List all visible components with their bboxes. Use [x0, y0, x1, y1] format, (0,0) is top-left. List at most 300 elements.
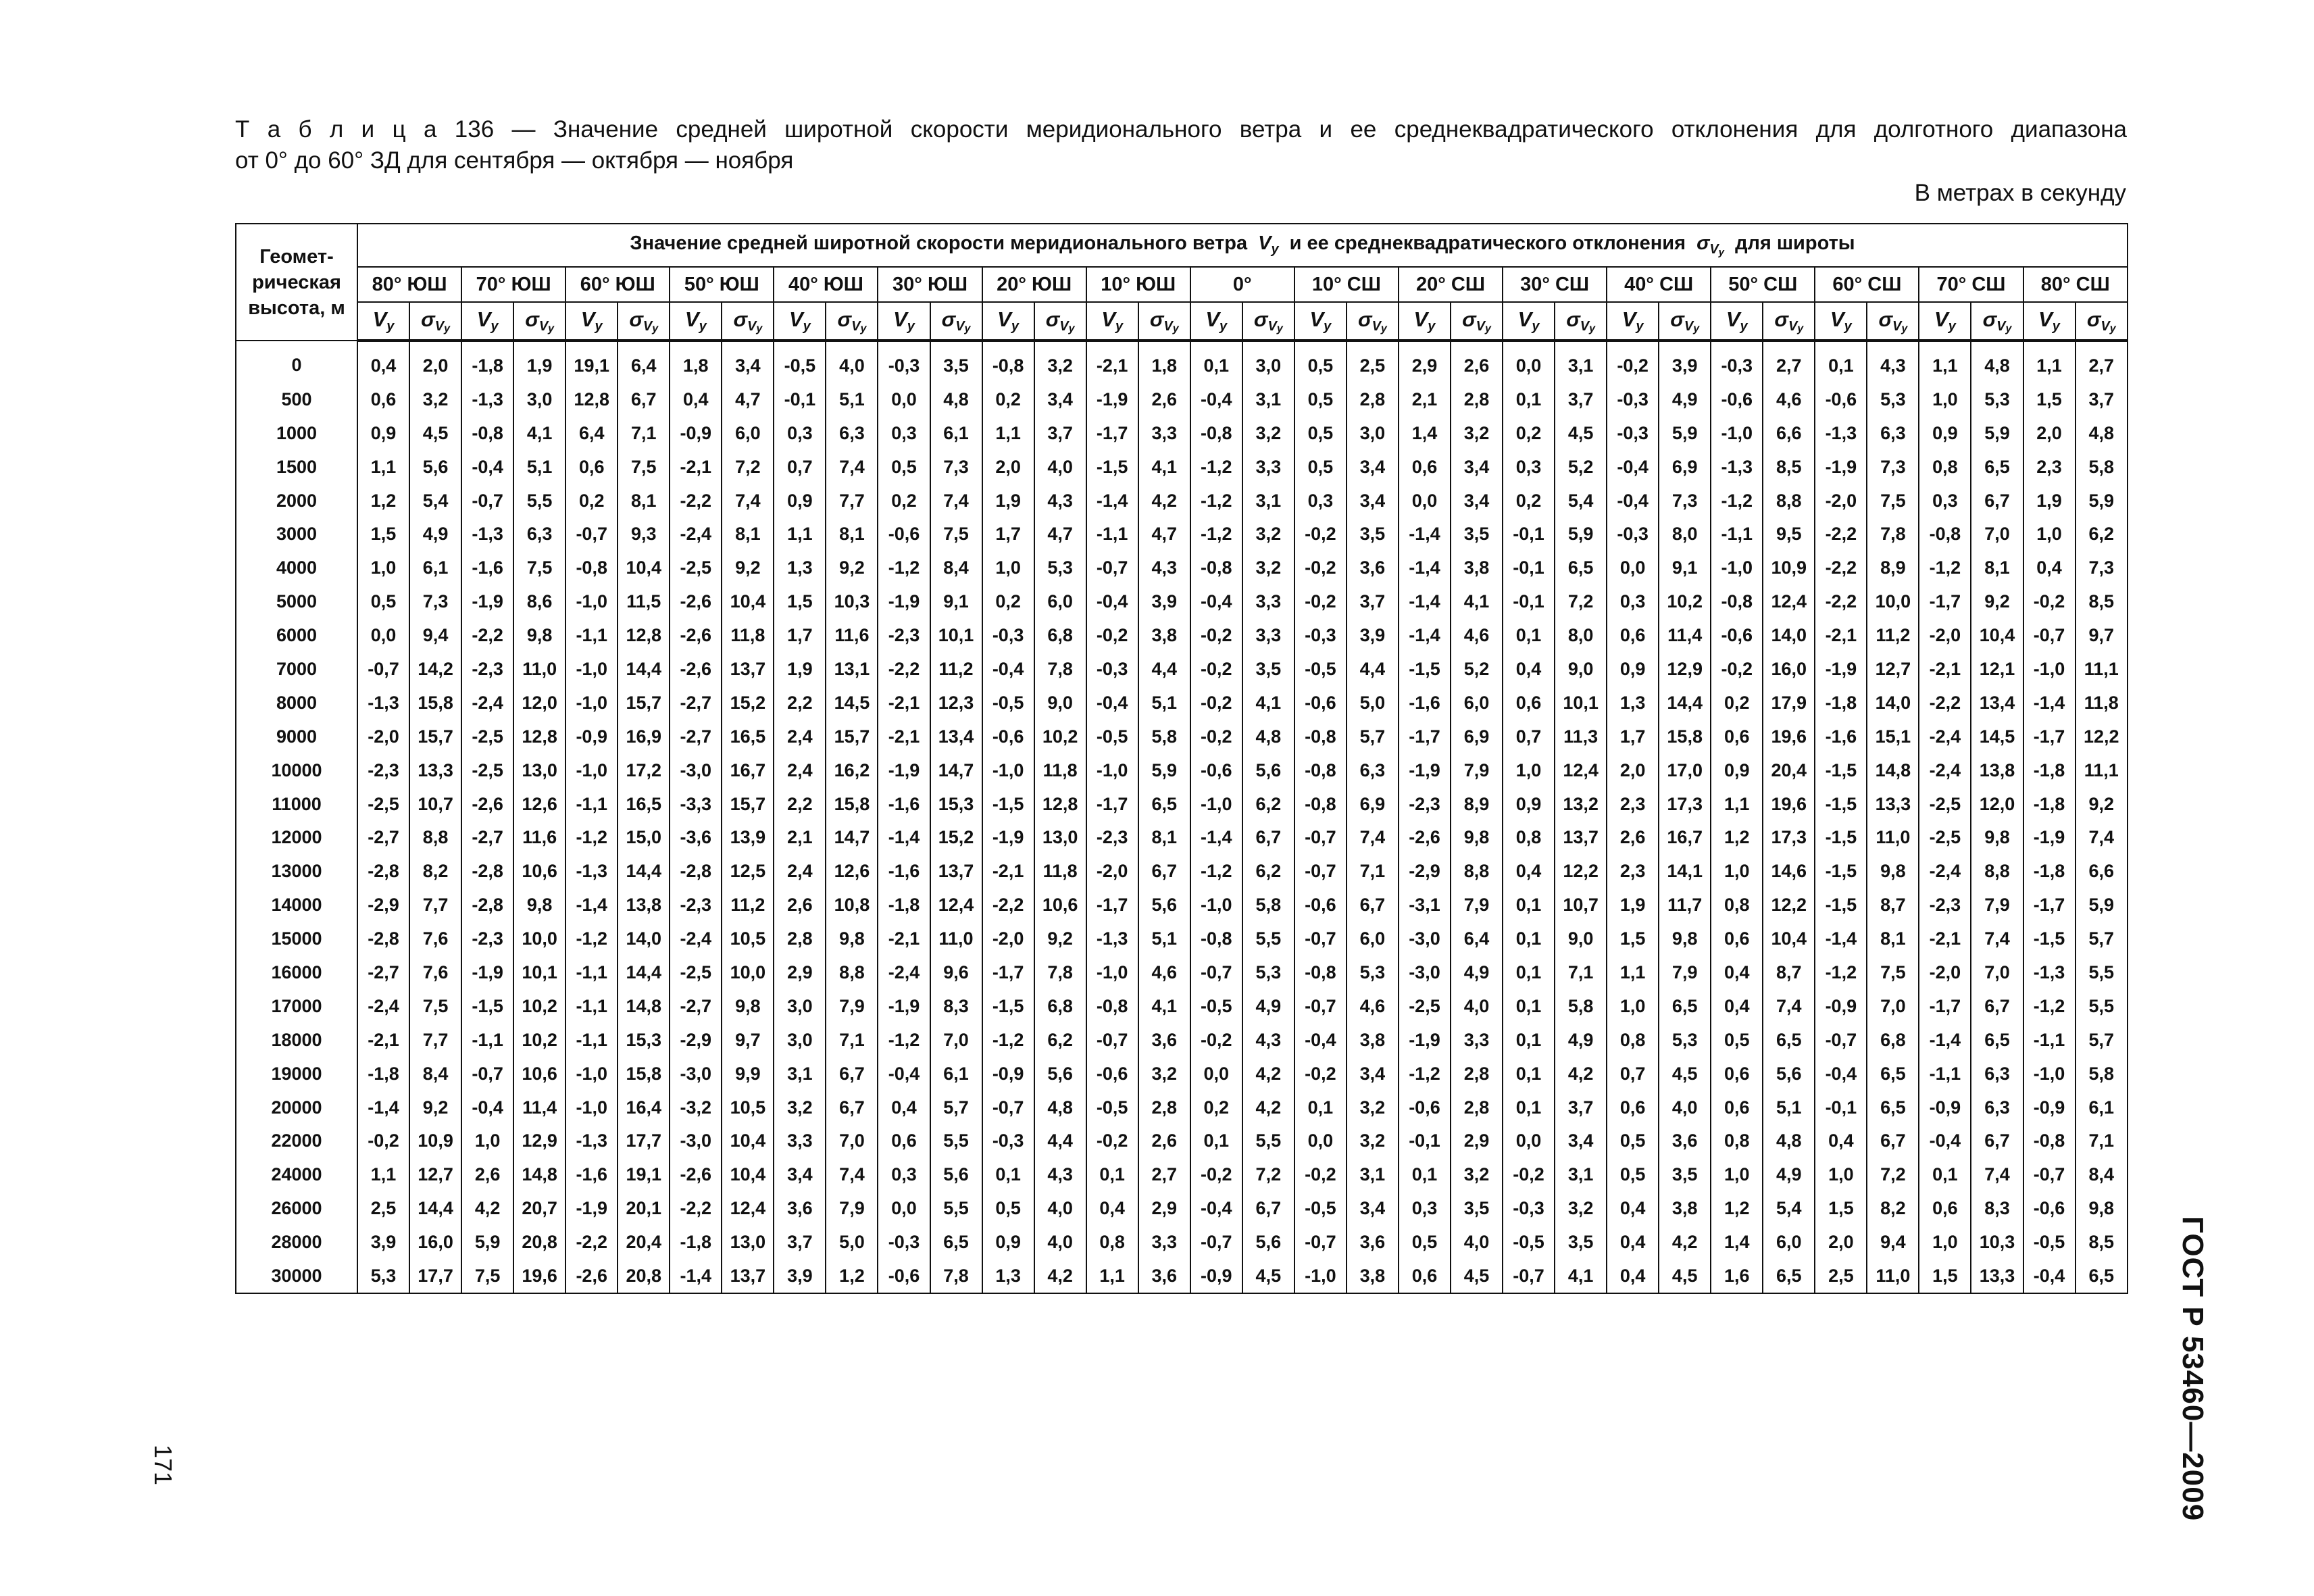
- sigma-value-cell: 6,5: [1763, 1023, 1815, 1057]
- sigma-value-cell: 12,4: [722, 1191, 774, 1225]
- sigma-value-cell: 4,2: [1242, 1091, 1294, 1124]
- sigma-value-cell: 11,4: [1659, 618, 1711, 652]
- vy-value-cell: 0,2: [878, 484, 930, 518]
- sigma-value-cell: 17,3: [1763, 820, 1815, 854]
- vy-value-cell: 1,4: [1399, 416, 1451, 450]
- vy-value-cell: -1,8: [1815, 686, 1867, 720]
- vy-value-cell: 0,0: [878, 382, 930, 416]
- vy-value-cell: 0,4: [357, 341, 409, 382]
- sigma-value-cell: 16,5: [722, 720, 774, 753]
- sigma-value-cell: 14,4: [409, 1191, 461, 1225]
- sigma-value-cell: 15,8: [618, 1057, 670, 1091]
- vy-value-cell: -2,6: [1399, 820, 1451, 854]
- vy-value-cell: -1,6: [565, 1157, 618, 1191]
- sigma-value-cell: 13,3: [1867, 787, 1919, 821]
- vy-value-cell: -0,3: [982, 1124, 1034, 1157]
- vy-value-cell: -2,5: [1919, 787, 1971, 821]
- sigma-value-cell: 4,9: [1242, 989, 1294, 1023]
- vy-value-cell: -2,4: [1919, 720, 1971, 753]
- sigma-value-cell: 5,9: [1971, 416, 2023, 450]
- vy-value-cell: -0,2: [2023, 584, 2076, 618]
- vy-column-header: $V_y$: [1503, 302, 1555, 341]
- sigma-value-cell: 4,3: [1242, 1023, 1294, 1057]
- vy-value-cell: -0,5: [1086, 720, 1138, 753]
- sigma-value-cell: 5,9: [1659, 416, 1711, 450]
- vy-value-cell: -1,0: [1190, 888, 1242, 922]
- sigma-value-cell: 6,5: [1867, 1091, 1919, 1124]
- vy-value-cell: 0,4: [878, 1091, 930, 1124]
- vy-value-cell: -2,9: [357, 888, 409, 922]
- vy-value-cell: -0,5: [1503, 1225, 1555, 1259]
- sigma-value-cell: 10,4: [722, 1124, 774, 1157]
- vy-value-cell: 2,1: [774, 820, 826, 854]
- sigma-value-cell: 12,5: [722, 854, 774, 888]
- vy-value-cell: -1,1: [1086, 517, 1138, 551]
- sigma-value-cell: 6,1: [409, 551, 461, 584]
- vy-value-cell: -0,4: [1607, 484, 1659, 518]
- sigma-value-cell: 9,8: [722, 989, 774, 1023]
- sigma-value-cell: 8,2: [409, 854, 461, 888]
- sigma-value-cell: 13,7: [722, 1259, 774, 1293]
- sigma-value-cell: 19,6: [1763, 720, 1815, 753]
- sigma-value-cell: 8,1: [1867, 922, 1919, 955]
- vy-value-cell: -0,7: [1815, 1023, 1867, 1057]
- vy-value-cell: -1,9: [1815, 652, 1867, 686]
- vy-value-cell: 1,9: [982, 484, 1034, 518]
- altitude-cell: 17000: [236, 989, 357, 1023]
- vy-value-cell: -2,1: [1086, 341, 1138, 382]
- vy-value-cell: -0,9: [982, 1057, 1034, 1091]
- sigma-value-cell: 4,0: [1034, 1191, 1086, 1225]
- vy-value-cell: 2,2: [774, 787, 826, 821]
- table-row: [236, 652, 2128, 686]
- sigma-value-cell: 6,0: [722, 416, 774, 450]
- sigma-value-cell: 2,8: [1347, 382, 1399, 416]
- vy-value-cell: 3,7: [774, 1225, 826, 1259]
- vy-value-cell: -1,3: [2023, 955, 2076, 989]
- sigma-vy-column-header: $\sigma_{Vy}$: [2076, 302, 2128, 341]
- sigma-value-cell: 7,4: [930, 484, 982, 518]
- vy-value-cell: -2,1: [1919, 922, 1971, 955]
- vy-value-cell: -1,8: [2023, 753, 2076, 787]
- latitude-header: 50° СШ: [1711, 267, 1815, 302]
- sigma-value-cell: 3,4: [1034, 382, 1086, 416]
- sigma-value-cell: 6,7: [1971, 484, 2023, 518]
- vy-value-cell: -0,6: [1294, 888, 1347, 922]
- sigma-value-cell: 15,1: [1867, 720, 1919, 753]
- sigma-value-cell: 5,8: [2076, 450, 2128, 484]
- vy-value-cell: -0,9: [2023, 1091, 2076, 1124]
- table-row: [236, 517, 2128, 551]
- sigma-value-cell: 12,2: [1555, 854, 1607, 888]
- vy-column-header: $V_y$: [1919, 302, 1971, 341]
- vy-value-cell: -0,8: [982, 341, 1034, 382]
- table-row: [236, 1259, 2128, 1293]
- vy-value-cell: 0,0: [357, 618, 409, 652]
- vy-value-cell: 2,3: [2023, 450, 2076, 484]
- sigma-value-cell: 3,4: [722, 341, 774, 382]
- sigma-value-cell: 5,5: [930, 1124, 982, 1157]
- sigma-vy-column-header: $\sigma_{Vy}$: [1242, 302, 1294, 341]
- vy-value-cell: -1,3: [565, 1124, 618, 1157]
- vy-value-cell: 0,1: [1503, 382, 1555, 416]
- vy-value-cell: -1,9: [1815, 450, 1867, 484]
- sigma-value-cell: 7,0: [1971, 517, 2023, 551]
- vy-value-cell: -1,6: [878, 854, 930, 888]
- sigma-value-cell: 7,3: [930, 450, 982, 484]
- vy-value-cell: -2,7: [461, 820, 513, 854]
- sigma-value-cell: 12,9: [1659, 652, 1711, 686]
- sigma-value-cell: 7,5: [618, 450, 670, 484]
- vy-value-cell: 0,1: [1503, 618, 1555, 652]
- vy-value-cell: 1,9: [774, 652, 826, 686]
- sigma-value-cell: 4,8: [1971, 341, 2023, 382]
- sigma-value-cell: 7,4: [1971, 922, 2023, 955]
- sigma-value-cell: 3,7: [1347, 584, 1399, 618]
- sigma-value-cell: 8,2: [1867, 1191, 1919, 1225]
- vy-value-cell: 3,3: [774, 1124, 826, 1157]
- sigma-value-cell: 2,8: [1451, 1057, 1503, 1091]
- latitude-header: 70° СШ: [1919, 267, 2023, 302]
- vy-value-cell: -0,7: [1294, 1225, 1347, 1259]
- sigma-value-cell: 13,9: [722, 820, 774, 854]
- sigma-value-cell: 16,4: [618, 1091, 670, 1124]
- sigma-value-cell: 11,0: [1867, 1259, 1919, 1293]
- vy-value-cell: 2,0: [982, 450, 1034, 484]
- altitude-cell: 14000: [236, 888, 357, 922]
- vy-value-cell: -0,6: [1294, 686, 1347, 720]
- sigma-value-cell: 7,8: [1867, 517, 1919, 551]
- vy-value-cell: 0,6: [1711, 720, 1763, 753]
- sigma-value-cell: 6,7: [1867, 1124, 1919, 1157]
- vy-value-cell: 0,6: [1399, 450, 1451, 484]
- table-row: [236, 584, 2128, 618]
- latitude-header: 80° СШ: [2023, 267, 2128, 302]
- sigma-value-cell: 2,0: [409, 341, 461, 382]
- vy-value-cell: -0,3: [878, 341, 930, 382]
- vy-value-cell: -1,8: [2023, 854, 2076, 888]
- vy-value-cell: -0,8: [1294, 753, 1347, 787]
- sigma-value-cell: 6,5: [1659, 989, 1711, 1023]
- vy-value-cell: -0,2: [357, 1124, 409, 1157]
- vy-value-cell: 0,6: [878, 1124, 930, 1157]
- sigma-value-cell: 5,4: [1555, 484, 1607, 518]
- sigma-value-cell: 10,5: [722, 922, 774, 955]
- sigma-value-cell: 12,4: [1763, 584, 1815, 618]
- sigma-value-cell: 2,7: [2076, 341, 2128, 382]
- sigma-value-cell: 5,8: [1242, 888, 1294, 922]
- sigma-value-cell: 6,8: [1867, 1023, 1919, 1057]
- vy-value-cell: 0,7: [774, 450, 826, 484]
- vy-value-cell: -1,0: [1711, 551, 1763, 584]
- sigma-value-cell: 9,8: [826, 922, 878, 955]
- sigma-value-cell: 5,5: [513, 484, 565, 518]
- sigma-value-cell: 7,7: [409, 888, 461, 922]
- latitude-header: 20° ЮШ: [982, 267, 1086, 302]
- vy-value-cell: -0,2: [1294, 551, 1347, 584]
- sigma-value-cell: 6,5: [1763, 1259, 1815, 1293]
- sigma-value-cell: 16,2: [826, 753, 878, 787]
- sigma-value-cell: 7,2: [1242, 1157, 1294, 1191]
- vy-value-cell: -1,5: [982, 989, 1034, 1023]
- vy-value-cell: -0,9: [670, 416, 722, 450]
- table-row: [236, 382, 2128, 416]
- vy-value-cell: 0,5: [1294, 382, 1347, 416]
- sigma-value-cell: 7,8: [1034, 955, 1086, 989]
- sigma-value-cell: 5,6: [1242, 753, 1294, 787]
- sigma-value-cell: 8,5: [2076, 1225, 2128, 1259]
- sigma-value-cell: 4,5: [1659, 1259, 1711, 1293]
- vy-value-cell: -0,6: [2023, 1191, 2076, 1225]
- vy-value-cell: 2,9: [1399, 341, 1451, 382]
- vy-value-cell: 1,6: [1711, 1259, 1763, 1293]
- sigma-value-cell: 9,8: [513, 888, 565, 922]
- sigma-value-cell: 15,8: [826, 787, 878, 821]
- vy-value-cell: -1,3: [461, 382, 513, 416]
- vy-value-cell: 0,9: [982, 1225, 1034, 1259]
- sigma-value-cell: 4,2: [1034, 1259, 1086, 1293]
- sigma-vy-column-header: $\sigma_{Vy}$: [1347, 302, 1399, 341]
- vy-value-cell: 0,9: [1711, 753, 1763, 787]
- sigma-value-cell: 3,2: [1138, 1057, 1190, 1091]
- vy-value-cell: -2,5: [670, 955, 722, 989]
- vy-value-cell: -1,4: [357, 1091, 409, 1124]
- vy-column-header: $V_y$: [2023, 302, 2076, 341]
- sigma-value-cell: 11,5: [618, 584, 670, 618]
- sigma-value-cell: 3,8: [1347, 1023, 1399, 1057]
- sigma-value-cell: 3,4: [1347, 1057, 1399, 1091]
- sigma-value-cell: 5,7: [930, 1091, 982, 1124]
- vy-value-cell: 0,4: [1711, 989, 1763, 1023]
- vy-value-cell: -2,7: [670, 989, 722, 1023]
- sigma-value-cell: 9,4: [1867, 1225, 1919, 1259]
- sigma-value-cell: 7,2: [1867, 1157, 1919, 1191]
- sigma-value-cell: 7,5: [513, 551, 565, 584]
- sigma-value-cell: 2,8: [1451, 1091, 1503, 1124]
- vy-value-cell: -0,4: [1919, 1124, 1971, 1157]
- sigma-value-cell: 11,2: [1867, 618, 1919, 652]
- vy-value-cell: -0,3: [1607, 416, 1659, 450]
- vy-value-cell: -0,7: [1086, 551, 1138, 584]
- vy-value-cell: 2,0: [1815, 1225, 1867, 1259]
- vy-value-cell: -0,2: [1190, 652, 1242, 686]
- latitude-header: 0°: [1190, 267, 1294, 302]
- sigma-value-cell: 8,7: [1867, 888, 1919, 922]
- sigma-value-cell: 9,3: [618, 517, 670, 551]
- sigma-value-cell: 4,4: [1034, 1124, 1086, 1157]
- vy-value-cell: -3,2: [670, 1091, 722, 1124]
- sigma-value-cell: 14,7: [826, 820, 878, 854]
- sigma-value-cell: 3,8: [1451, 551, 1503, 584]
- vy-column-header: $V_y$: [1607, 302, 1659, 341]
- vy-value-cell: -1,8: [2023, 787, 2076, 821]
- sigma-value-cell: 12,3: [930, 686, 982, 720]
- sigma-value-cell: 8,8: [826, 955, 878, 989]
- vy-value-cell: -3,6: [670, 820, 722, 854]
- vy-value-cell: 0,0: [1503, 341, 1555, 382]
- sigma-value-cell: 5,5: [1242, 1124, 1294, 1157]
- sigma-value-cell: 8,1: [1971, 551, 2023, 584]
- sigma-value-cell: 4,2: [1659, 1225, 1711, 1259]
- sigma-value-cell: 3,1: [1242, 382, 1294, 416]
- sigma-value-cell: 20,7: [513, 1191, 565, 1225]
- sigma-value-cell: 11,4: [513, 1091, 565, 1124]
- vy-value-cell: 0,0: [1607, 551, 1659, 584]
- sigma-value-cell: 10,4: [722, 1157, 774, 1191]
- vy-value-cell: -2,2: [878, 652, 930, 686]
- vy-value-cell: -0,2: [1294, 584, 1347, 618]
- vy-value-cell: -0,7: [1294, 989, 1347, 1023]
- vy-value-cell: -3,0: [1399, 955, 1451, 989]
- vy-value-cell: 6,4: [565, 416, 618, 450]
- vy-value-cell: -2,3: [461, 922, 513, 955]
- sigma-value-cell: 15,8: [1659, 720, 1711, 753]
- altitude-cell: 19000: [236, 1057, 357, 1091]
- sigma-value-cell: 19,6: [1763, 787, 1815, 821]
- sigma-value-cell: 14,4: [618, 652, 670, 686]
- sigma-value-cell: 9,8: [2076, 1191, 2128, 1225]
- sigma-value-cell: 4,0: [826, 341, 878, 382]
- vy-value-cell: 0,5: [1607, 1124, 1659, 1157]
- sigma-value-cell: 20,8: [618, 1259, 670, 1293]
- vy-value-cell: -0,7: [1503, 1259, 1555, 1293]
- vy-value-cell: -1,5: [982, 787, 1034, 821]
- vy-value-cell: -0,6: [1399, 1091, 1451, 1124]
- vy-value-cell: -2,3: [878, 618, 930, 652]
- sigma-value-cell: 7,7: [409, 1023, 461, 1057]
- vy-value-cell: -0,4: [1607, 450, 1659, 484]
- sigma-value-cell: 7,2: [1555, 584, 1607, 618]
- sigma-value-cell: 11,8: [1034, 753, 1086, 787]
- vy-value-cell: -1,5: [1086, 450, 1138, 484]
- sigma-value-cell: 5,8: [2076, 1057, 2128, 1091]
- vy-value-cell: 0,9: [1919, 416, 1971, 450]
- sigma-value-cell: 3,1: [1242, 484, 1294, 518]
- altitude-header-line: высота, м: [248, 297, 345, 319]
- vy-value-cell: 5,9: [461, 1225, 513, 1259]
- sigma-value-cell: 4,6: [1763, 382, 1815, 416]
- sigma-value-cell: 6,9: [1451, 720, 1503, 753]
- latitude-header: 60° СШ: [1815, 267, 1919, 302]
- vy-value-cell: -0,9: [1919, 1091, 1971, 1124]
- sigma-value-cell: 20,8: [513, 1225, 565, 1259]
- sigma-value-cell: 4,2: [1242, 1057, 1294, 1091]
- sigma-value-cell: 11,3: [1555, 720, 1607, 753]
- sigma-value-cell: 10,0: [513, 922, 565, 955]
- sigma-value-cell: 7,3: [2076, 551, 2128, 584]
- sigma-value-cell: 6,5: [930, 1225, 982, 1259]
- sigma-value-cell: 13,8: [618, 888, 670, 922]
- vy-value-cell: 0,5: [1711, 1023, 1763, 1057]
- table-row: [236, 1023, 2128, 1057]
- vy-value-cell: -1,7: [1086, 416, 1138, 450]
- vy-value-cell: -2,3: [461, 652, 513, 686]
- vy-value-cell: -1,4: [1399, 584, 1451, 618]
- vy-value-cell: -1,0: [565, 686, 618, 720]
- sigma-value-cell: 5,7: [2076, 1023, 2128, 1057]
- vy-value-cell: -2,3: [1919, 888, 1971, 922]
- vy-value-cell: -2,8: [357, 922, 409, 955]
- vy-value-cell: 0,1: [1503, 922, 1555, 955]
- vy-value-cell: -0,8: [1294, 720, 1347, 753]
- vy-value-cell: 2,9: [774, 955, 826, 989]
- sigma-value-cell: 14,8: [1867, 753, 1919, 787]
- sigma-value-cell: 1,2: [826, 1259, 878, 1293]
- document-id: ГОСТ Р 53460—2009: [2176, 1216, 2209, 1522]
- sigma-value-cell: 12,8: [1034, 787, 1086, 821]
- table-caption-continuation: от 0° до 60° ЗД для сентября — октября — ноября: [235, 147, 794, 174]
- vy-value-cell: 3,9: [357, 1225, 409, 1259]
- sigma-vy-symbol: $\sigma_{Vy}$: [1696, 232, 1725, 258]
- altitude-cell: 12000: [236, 820, 357, 854]
- vy-value-cell: -0,7: [2023, 1157, 2076, 1191]
- vy-value-cell: -2,4: [461, 686, 513, 720]
- vy-column-header: $V_y$: [1294, 302, 1347, 341]
- vy-value-cell: -0,1: [1399, 1124, 1451, 1157]
- vy-value-cell: -2,4: [357, 989, 409, 1023]
- sigma-value-cell: 7,3: [1867, 450, 1919, 484]
- vy-value-cell: -1,1: [1711, 517, 1763, 551]
- vy-value-cell: 0,6: [1607, 1091, 1659, 1124]
- vy-value-cell: 0,6: [1503, 686, 1555, 720]
- vy-value-cell: -1,5: [1815, 753, 1867, 787]
- vy-value-cell: -0,8: [2023, 1124, 2076, 1157]
- vy-value-cell: 0,8: [1503, 820, 1555, 854]
- vy-value-cell: -2,6: [670, 1157, 722, 1191]
- sigma-value-cell: 3,3: [1138, 1225, 1190, 1259]
- table-row: [236, 1057, 2128, 1091]
- vy-value-cell: 0,5: [357, 584, 409, 618]
- sigma-value-cell: 13,2: [1555, 787, 1607, 821]
- vy-value-cell: -2,1: [670, 450, 722, 484]
- sigma-value-cell: 6,7: [1347, 888, 1399, 922]
- vy-value-cell: -0,4: [878, 1057, 930, 1091]
- table-row: [236, 1225, 2128, 1259]
- sigma-value-cell: 3,2: [1242, 517, 1294, 551]
- vy-value-cell: -1,6: [1399, 686, 1451, 720]
- vy-value-cell: -0,2: [1190, 686, 1242, 720]
- vy-value-cell: -1,0: [1086, 753, 1138, 787]
- vy-value-cell: -1,3: [1711, 450, 1763, 484]
- vy-value-cell: 0,7: [1503, 720, 1555, 753]
- sigma-value-cell: 3,4: [1347, 484, 1399, 518]
- sigma-value-cell: 4,0: [1659, 1091, 1711, 1124]
- vy-column-header: $V_y$: [1815, 302, 1867, 341]
- vy-value-cell: -3,0: [670, 753, 722, 787]
- sigma-value-cell: 4,7: [722, 382, 774, 416]
- vy-value-cell: -1,9: [461, 955, 513, 989]
- sigma-value-cell: 6,6: [1763, 416, 1815, 450]
- vy-value-cell: 0,8: [1607, 1023, 1659, 1057]
- vy-value-cell: -2,0: [1919, 955, 1971, 989]
- vy-value-cell: -0,8: [1294, 787, 1347, 821]
- vy-value-cell: -0,5: [1294, 1191, 1347, 1225]
- vy-value-cell: -2,1: [878, 720, 930, 753]
- vy-value-cell: -1,6: [1815, 720, 1867, 753]
- sigma-value-cell: 10,2: [1659, 584, 1711, 618]
- sigma-value-cell: 3,4: [1347, 450, 1399, 484]
- sigma-value-cell: 3,5: [1451, 517, 1503, 551]
- sigma-value-cell: 12,8: [513, 720, 565, 753]
- sigma-value-cell: 4,7: [1034, 517, 1086, 551]
- vy-value-cell: 0,3: [1919, 484, 1971, 518]
- sigma-value-cell: 4,0: [1451, 1225, 1503, 1259]
- vy-value-cell: 1,1: [1086, 1259, 1138, 1293]
- vy-value-cell: -2,8: [461, 854, 513, 888]
- sigma-value-cell: 6,1: [930, 416, 982, 450]
- vy-value-cell: 0,6: [565, 450, 618, 484]
- sigma-value-cell: 14,0: [1763, 618, 1815, 652]
